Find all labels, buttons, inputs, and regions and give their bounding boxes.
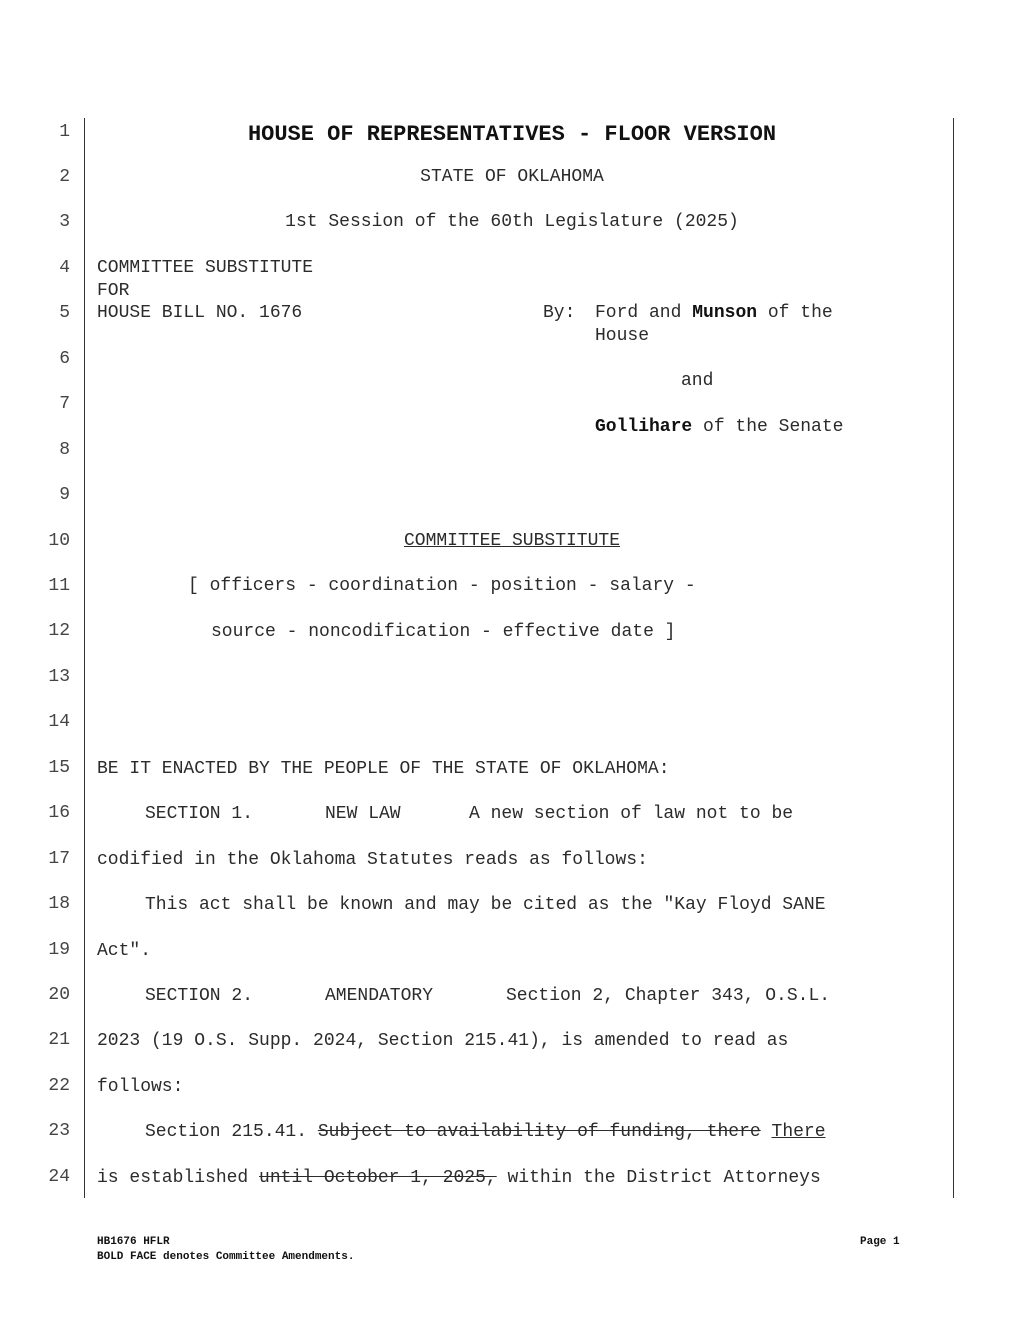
cs-for: FOR <box>97 281 130 301</box>
session-line: 1st Session of the 60th Legislature (2025) <box>285 212 739 232</box>
line-number: 18 <box>48 894 70 914</box>
author-suffix: of the <box>767 303 833 323</box>
footer-page-number: Page 1 <box>860 1236 900 1248</box>
line-number: 24 <box>48 1167 70 1187</box>
line-number: 15 <box>48 758 70 778</box>
left-margin-rule <box>84 118 85 1198</box>
line-number: 11 <box>48 576 70 596</box>
line-number: 22 <box>48 1076 70 1096</box>
section-2-text-cont: 2023 (19 O.S. Supp. 2024, Section 215.41), is amended to read as <box>97 1031 789 1051</box>
line-number: 14 <box>48 712 70 732</box>
line-number: 12 <box>48 621 70 641</box>
line-number: 13 <box>48 667 70 687</box>
caption-line-1: [ officers - coordination - position - salary - <box>188 576 696 596</box>
line-number: 10 <box>48 531 70 551</box>
section-2-label: SECTION 2. <box>145 986 254 1006</box>
line-number: 21 <box>48 1030 70 1050</box>
footer-bill-id: HB1676 HFLR <box>97 1236 170 1248</box>
line-start: is established <box>97 1168 249 1188</box>
right-margin-rule <box>953 118 954 1198</box>
house-authors <box>595 302 833 324</box>
line-number: 20 <box>48 985 70 1005</box>
line-number: 1 <box>59 122 70 142</box>
amended-paragraph-line-1 <box>145 1121 826 1143</box>
amended-paragraph-line-2 <box>97 1167 821 1189</box>
line-number: 23 <box>48 1121 70 1141</box>
line-number: 19 <box>48 940 70 960</box>
and-label: and <box>681 371 714 391</box>
line-number: 17 <box>48 849 70 869</box>
line-number: 5 <box>59 303 70 323</box>
struck-text: until October 1, 2025, <box>259 1168 497 1188</box>
caption-line-2: source - noncodification - effective date ] <box>211 622 676 642</box>
section-1-label: SECTION 1. <box>145 804 254 824</box>
house-label: House <box>595 326 650 346</box>
enacting-clause: BE IT ENACTED BY THE PEOPLE OF THE STATE OF OKLAHOMA: <box>97 759 670 779</box>
line-number: 7 <box>59 394 70 414</box>
document-title: HOUSE OF REPRESENTATIVES - FLOOR VERSION <box>247 122 777 147</box>
line-end: within the District Attorneys <box>507 1168 821 1188</box>
senate-author <box>595 416 843 438</box>
line-number: 4 <box>59 258 70 278</box>
footer-note: BOLD FACE denotes Committee Amendments. <box>97 1251 355 1263</box>
cs-label: COMMITTEE SUBSTITUTE <box>97 258 314 278</box>
section-2-follows: follows: <box>97 1077 184 1097</box>
section-2-text: Section 2, Chapter 343, O.S.L. <box>506 986 831 1006</box>
senate-suffix: of the Senate <box>703 417 844 437</box>
line-number: 16 <box>48 803 70 823</box>
section-1-type: NEW LAW <box>325 804 401 824</box>
cs-heading: COMMITTEE SUBSTITUTE <box>403 531 621 551</box>
section-1-text: A new section of law not to be <box>469 804 794 824</box>
bill-number: HOUSE BILL NO. 1676 <box>97 303 303 323</box>
section-1-text-cont: codified in the Oklahoma Statutes reads as follows: <box>97 850 648 870</box>
line-number: 8 <box>59 440 70 460</box>
author-bold: Munson <box>692 303 758 323</box>
section-1-body-cont: Act". <box>97 941 152 961</box>
section-1-body: This act shall be known and may be cited as the "Kay Floyd SANE <box>145 895 826 915</box>
struck-text: Subject to availability of funding, there <box>317 1122 761 1142</box>
line-number: 3 <box>59 212 70 232</box>
section-2-type: AMENDATORY <box>325 986 434 1006</box>
by-label: By: <box>543 303 576 323</box>
inserted-text: There <box>771 1122 826 1142</box>
state-name: STATE OF OKLAHOMA <box>420 167 604 187</box>
line-number: 2 <box>59 167 70 187</box>
author-prefix: Ford and <box>595 303 682 323</box>
section-number: Section 215.41. <box>145 1122 308 1142</box>
senate-author-bold: Gollihare <box>595 417 693 437</box>
line-number: 9 <box>59 485 70 505</box>
line-number: 6 <box>59 349 70 369</box>
